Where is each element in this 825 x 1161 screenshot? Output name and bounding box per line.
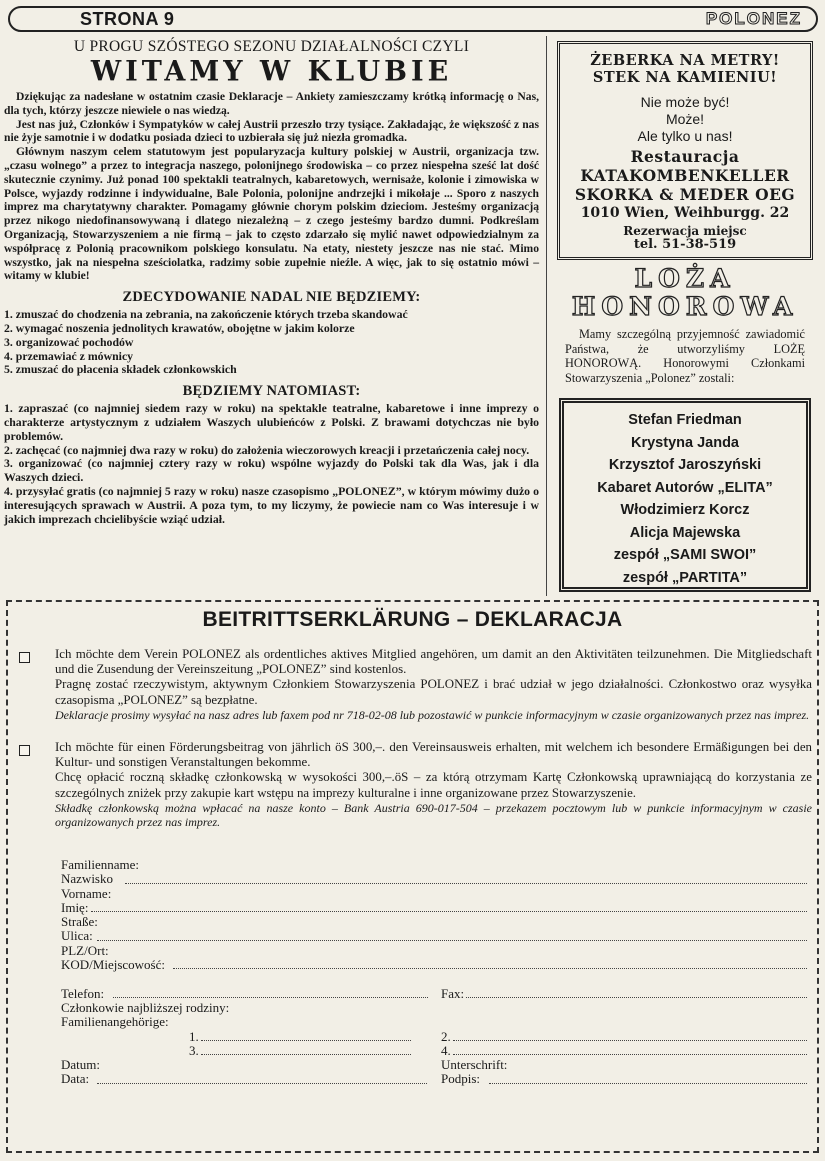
form-fields [61, 858, 811, 1087]
surname-field[interactable] [125, 883, 807, 884]
family-4-field[interactable] [453, 1054, 807, 1055]
list-item: 3. organizować pochodów [4, 334, 134, 349]
member-name: Włodzimierz Korcz [620, 502, 750, 518]
city-label: KOD/Miejscowość: [61, 957, 165, 973]
datum-label: Datum: [61, 1057, 100, 1073]
family-1-field[interactable] [201, 1040, 411, 1041]
ad-slogan-3: Ale tylko u nas! [637, 128, 733, 144]
datum-row [61, 1058, 811, 1072]
ad-phone: tel. 51-38-519 [633, 237, 737, 252]
list-item: 1. zmuszać do chodzenia na zebrania, na zakończenie których trzeba skandować [4, 307, 408, 322]
honorary-members-box [559, 398, 811, 592]
ad-address: 1010 Wien, Weihburgg. 22 [580, 205, 790, 221]
fax-label: Fax: [441, 985, 465, 1001]
family-1-label: 1. [189, 1028, 199, 1044]
member-name: Krystyna Janda [631, 434, 739, 451]
page-header [8, 6, 818, 32]
city-field[interactable] [173, 968, 807, 969]
date-label: Data: [61, 1071, 90, 1087]
ad-restaurant-owner: SKORKA & MEDER OEG [574, 185, 796, 204]
street-label: Ulica: [61, 928, 93, 944]
option-active-member [55, 647, 812, 722]
lodge-intro: Mamy szczególną przyjemność zawiadomić Państwa, że utworzyliśmy LOŻĘ HONOROWĄ. Honorowymi Członkami Stowarzyszenia „Polonez” zostali: [565, 327, 805, 385]
plz-label: PLZ/Ort: [61, 942, 109, 958]
city-row [61, 958, 811, 972]
family-3-4-row [61, 1044, 811, 1058]
article-supertitle: U PROGU SZÓSTEGO SEZONU DZIAŁALNOŚCI CZYLI [73, 38, 470, 55]
ad-line-ribs: ŻEBERKA NA METRY! [590, 52, 780, 69]
option2-note: Składkę członkowską można wpłacać na nasze konto – Bank Austria 690-017-504 – przekazem pocztowym lub w punkcie informacyjnym w czasie organizowanych przez nas imprez. [55, 800, 812, 829]
phone-field[interactable] [113, 997, 428, 998]
option1-polish: Pragnę zostać rzeczywistym, aktywnym Członkiem Stowarzyszenia POLONEZ i brać udział w jego działalności. Członkostwo oraz wysyłka czasopisma „POLONEZ” są bezpłatne. [55, 677, 812, 707]
plz-row [61, 944, 811, 958]
ad-reservation: Rezerwacja miejsc [623, 224, 747, 238]
member-name: zespół „SAMI SWOI” [613, 547, 757, 563]
first-name-field[interactable] [91, 911, 807, 912]
restaurant-ad [557, 41, 813, 260]
list-item: 5. zmuszać do płacenia składek członkowskich [4, 362, 237, 377]
phone-fax-row [61, 987, 811, 1001]
honorary-lodge [557, 265, 813, 385]
date-sign-row [61, 1072, 811, 1086]
first-name-label: Imię: [61, 899, 89, 915]
member-name: Krzysztof Jaroszyński [608, 457, 762, 473]
option-supporting-member [55, 740, 812, 829]
family-1-2-row [61, 1030, 811, 1044]
ad-slogan-2: Może! [665, 111, 705, 127]
family-2-field[interactable] [453, 1040, 807, 1041]
option1-german: Ich möchte dem Verein POLONEZ als ordentliches aktives Mitglied angehören, um damit an den Aktivitäten teilzunehmen. Die Mitgliedschaft und die Zusendung der Vereinszeitung „POLONEZ” sind kostenlos. [55, 647, 812, 677]
first-name-row [61, 901, 811, 915]
option2-german: Ich möchte für einen Förderungsbeitrag von jährlich öS 300,–. den Vereinsausweis erhalten, mit welchem ich besondere Ermäßigungen bei den Kultur- und sonstigen Veranstaltungen bekomme. [55, 740, 812, 770]
page-number: STRONA 9 [80, 9, 175, 29]
signature-field[interactable] [489, 1083, 807, 1084]
spacer [61, 972, 811, 986]
will-heading: BĘDZIEMY NATOMIAST: [182, 383, 361, 400]
surname-label: Nazwisko [61, 871, 113, 887]
column-divider [546, 36, 547, 596]
option2-polish: Chcę opłacić roczną składkę członkowską w wysokości 300,–.öS – za którą otrzymam Kartę Członkowską uprawniającą do korzystania ze szczególnych zniżek przy zakupie kart wstępu na imprezy kulturalne i inne organizowane przez Stowarzyszenie. [55, 770, 812, 800]
family-3-field[interactable] [201, 1054, 411, 1055]
member-name: Kabaret Autorów „ELITA” [597, 479, 773, 496]
option1-note: Deklaracje prosimy wysyłać na nasz adres lub faxem pod nr 718-02-08 lub pozostawić w punkcie informacyjnym w czasie organizowanych przez nas imprez. [55, 707, 810, 722]
member-name: Alicja Majewska [629, 524, 741, 541]
family-row [61, 1001, 811, 1015]
fax-field[interactable] [466, 997, 807, 998]
ad-slogan-1: Nie może być! [640, 94, 730, 110]
list-item: 1. zapraszać (co najmniej siedem razy w roku) na spektakle teatralne, kabaretowe i inne imprezy o charakterze artystycznym z udziałem Waszych ulubieńców z Polski. Z brawami dotychczas nie było problemów. [4, 401, 539, 443]
signature-label: Podpis: [441, 1071, 481, 1087]
never-heading: ZDECYDOWANIE NADAL NIE BĘDZIEMY: [122, 289, 421, 306]
list-item: 2. zachęcać (co najmniej dwa razy w roku) do założenia wieczorowych kreacji i przetańczenia całej nocy. [4, 442, 530, 457]
magazine-logo: POLONEZ [705, 9, 802, 28]
street-row [61, 929, 811, 943]
date-field[interactable] [97, 1083, 427, 1084]
angehoerige-label: Familienangehörige: [61, 1014, 169, 1030]
familienname-row [61, 858, 811, 872]
member-name: zespół „PARTITA” [622, 569, 748, 586]
article-headline: WITAMY W KLUBIE [90, 55, 453, 88]
unterschrift-label: Unterschrift: [441, 1057, 508, 1073]
family-2-label: 2. [441, 1028, 451, 1044]
list-item: 4. przysyłać gratis (co najmniej 5 razy w roku) nasze czasopismo „POLONEZ”, w którym mówimy dużo o interesujących sprawach w Austrii. A poza tym, to my liczymy, że powiecie nam co Was interesuje i w jakich imprezach chcielibyście wziąć udział. [4, 483, 539, 526]
angehoerige-row [61, 1015, 811, 1029]
family-4-label: 4. [441, 1042, 451, 1058]
street-field[interactable] [97, 940, 807, 941]
family-label: Członkowie najbliższej rodziny: [61, 999, 230, 1015]
article-paragraph: Głównym naszym celem statutowym jest popularyzacja kultury polskiej w Austrii, organizacja tzw. „czasu wolnego” a przez to integracja naszego, polonijnego środowiska – co przez niespełna sześć lat dość skutecznie czynimy. Już ponad 100 spektakli teatralnych, kabaretowych, wernisaże, kolonie i zimowiska w Polsce, wyjazdy rodzinne i indywidualne, Bale Polonia, polonijne andrzejki i mikołaje ... Sporo z naszych imprez ma charytatywny charakter. Pomagamy głównie chorym polskim dzieciom. Jesteśmy organizacją przez nikogo niedofinansowywaną i dlatego niezależną – z czego jesteśmy bardzo dumni. Podkreślam Organizacją, Stowarzyszeniem a nie firmą – jak to często zdarzało się mylić nawet odpowiedzialnym za współpracę z Polonią pracownikom polskiego konsulatu. Na etaty, niestety jeszcze nas nie stać. Mimo wszystko, jak na niespełna sześciolatka, radzimy sobie zupełnie nieźle. A więc, jak to się ostatnio mówi – witamy w klubie! [4, 145, 539, 283]
list-item: 3. organizować (co najmniej cztery razy w roku) wspólne wyjazdy do Polski tak dla Was, jak i dla Waszych dzieci. [4, 456, 539, 485]
ad-line-steak: STEK NA KAMIENIU! [592, 69, 778, 86]
member-name: Stefan Friedman [628, 412, 742, 428]
article-paragraph: Dziękując za nadesłane w ostatnim czasie Deklaracje – Ankiety zamieszczamy krótką informację o Nas, dla tych, którzy jeszcze niewiele o nas wiedzą. [4, 90, 539, 117]
strasse-row [61, 915, 811, 929]
vorname-label: Vorname: [61, 885, 112, 901]
never-list [4, 308, 539, 377]
article-paragraph: Jest nas już, Członków i Sympatyków w całej Austrii przeszło trzy tysiące. Zakładając, że większość z nas nie żyje samotnie i w dodatku posiada dzieci to uzbierała się już niezła gromadka. [4, 117, 539, 145]
membership-declaration-form [6, 600, 819, 1153]
lodge-title-1: LOŻA [634, 264, 736, 293]
vorname-row [61, 887, 811, 901]
active-member-checkbox[interactable] [19, 652, 30, 663]
list-item: 2. wymagać noszenia jednolitych krawatów, obojętne w jakim kolorze [4, 320, 355, 335]
surname-row [61, 872, 811, 886]
ad-restaurant-name: KATAKOMBENKELLER [580, 166, 790, 185]
form-title: BEITRITTSERKLÄRUNG – DEKLARACJA [202, 608, 623, 631]
ad-restaurant-label: Restauracja [630, 147, 740, 166]
familienname-label: Familienname: [61, 857, 139, 872]
phone-label: Telefon: [61, 985, 105, 1001]
lodge-title-2: HONOROWA [571, 292, 799, 321]
supporting-member-checkbox[interactable] [19, 745, 30, 756]
strasse-label: Straße: [61, 914, 98, 930]
family-3-label: 3. [189, 1042, 199, 1058]
will-list [4, 402, 539, 526]
welcome-article [4, 36, 539, 526]
list-item: 4. przemawiać z mównicy [4, 348, 134, 363]
